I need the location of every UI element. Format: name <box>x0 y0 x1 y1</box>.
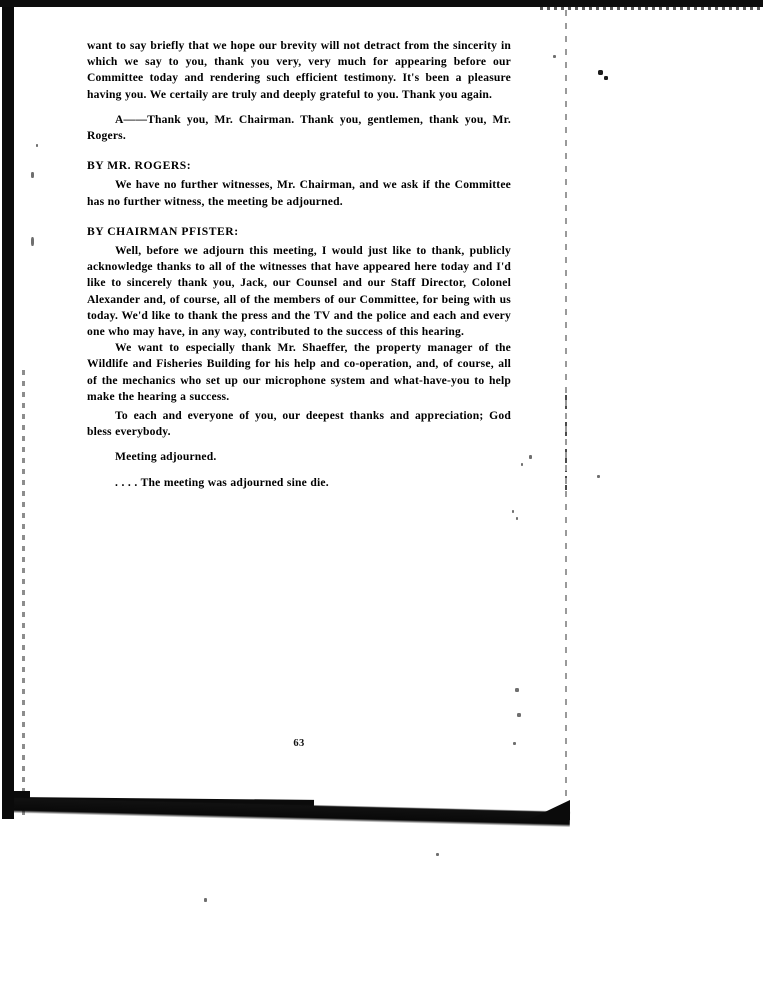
paragraph-meeting-adjourned: Meeting adjourned. <box>115 450 217 464</box>
dust-speck <box>204 898 207 902</box>
dust-speck <box>598 70 603 75</box>
scan-right-page-edge-line <box>565 10 567 805</box>
scan-top-edge-artifact <box>0 0 763 7</box>
paragraph-spacer <box>87 466 511 475</box>
speaker-heading-rogers: BY MR. ROGERS: <box>87 159 192 173</box>
scan-left-page-edge-line <box>22 370 25 818</box>
speaker-heading-pfister: BY CHAIRMAN PFISTER: <box>87 224 239 238</box>
scan-bottom-corner-wedge-artifact <box>528 800 570 820</box>
section-spacer <box>87 144 511 158</box>
paragraph-pfister-closing: To each and everyone of you, our deepest thanks and appreciation; God bless everybody. <box>87 409 511 439</box>
dust-speck <box>512 510 514 513</box>
dust-speck <box>521 463 523 466</box>
dust-speck <box>516 517 518 520</box>
dust-speck <box>597 475 600 478</box>
paragraph-pfister-thanks: Well, before we adjourn this meeting, I would just like to thank, publicly acknowledge thanks to all of the witnesses that have appeared here today and I'd like to sincerely thank you, Jack, our Counsel and our Staff Director, Colonel Alexander and, of course, all of the members of our Committee, for being with us today. We'd like to thank the press and the TV and the police and each and every one who may have, in any way, contributed to the success of this hearing. <box>87 244 511 339</box>
section-spacer <box>87 210 511 224</box>
page-number: 63 <box>293 738 305 749</box>
dust-speck <box>36 144 38 147</box>
paragraph-rogers-statement: We have no further witnesses, Mr. Chairman, and we ask if the Committee has no further witness, the meeting be adjourned. <box>87 178 511 208</box>
paragraph-body-continued: want to say briefly that we hope our brevity will not detract from the sincerity in which we say to you, thank you very, very much for appearing before our Committee today and rendering such efficient testimony. It's been a pleasure having you. We certaily are truly and deeply grateful to you. Thank you again. <box>87 39 511 101</box>
paragraph-spacer <box>87 103 511 112</box>
dust-speck <box>604 76 608 80</box>
paragraph-spacer <box>87 440 511 449</box>
transcript-text-column <box>87 38 511 749</box>
dust-speck <box>31 172 34 178</box>
dust-speck <box>31 237 34 246</box>
paragraph-pfister-shaeffer: We want to especially thank Mr. Shaeffer, the property manager of the Wildlife and Fisheries Building for his help and co-operation, and, of course, all of the mechanics who set up our microphone system and what-have-you to help make the hearing a success. <box>87 341 511 403</box>
paragraph-answer: A——Thank you, Mr. Chairman. Thank you, gentlemen, thank you, Mr. Rogers. <box>87 112 511 143</box>
dust-speck <box>436 853 439 856</box>
paragraph-sine-die: . . . . The meeting was adjourned sine die. <box>115 475 329 489</box>
dust-speck <box>515 688 519 692</box>
dust-speck <box>529 455 532 459</box>
dust-speck <box>513 742 516 745</box>
dust-speck <box>553 55 556 58</box>
dust-speck <box>517 713 521 717</box>
scan-left-edge-artifact <box>2 7 14 819</box>
